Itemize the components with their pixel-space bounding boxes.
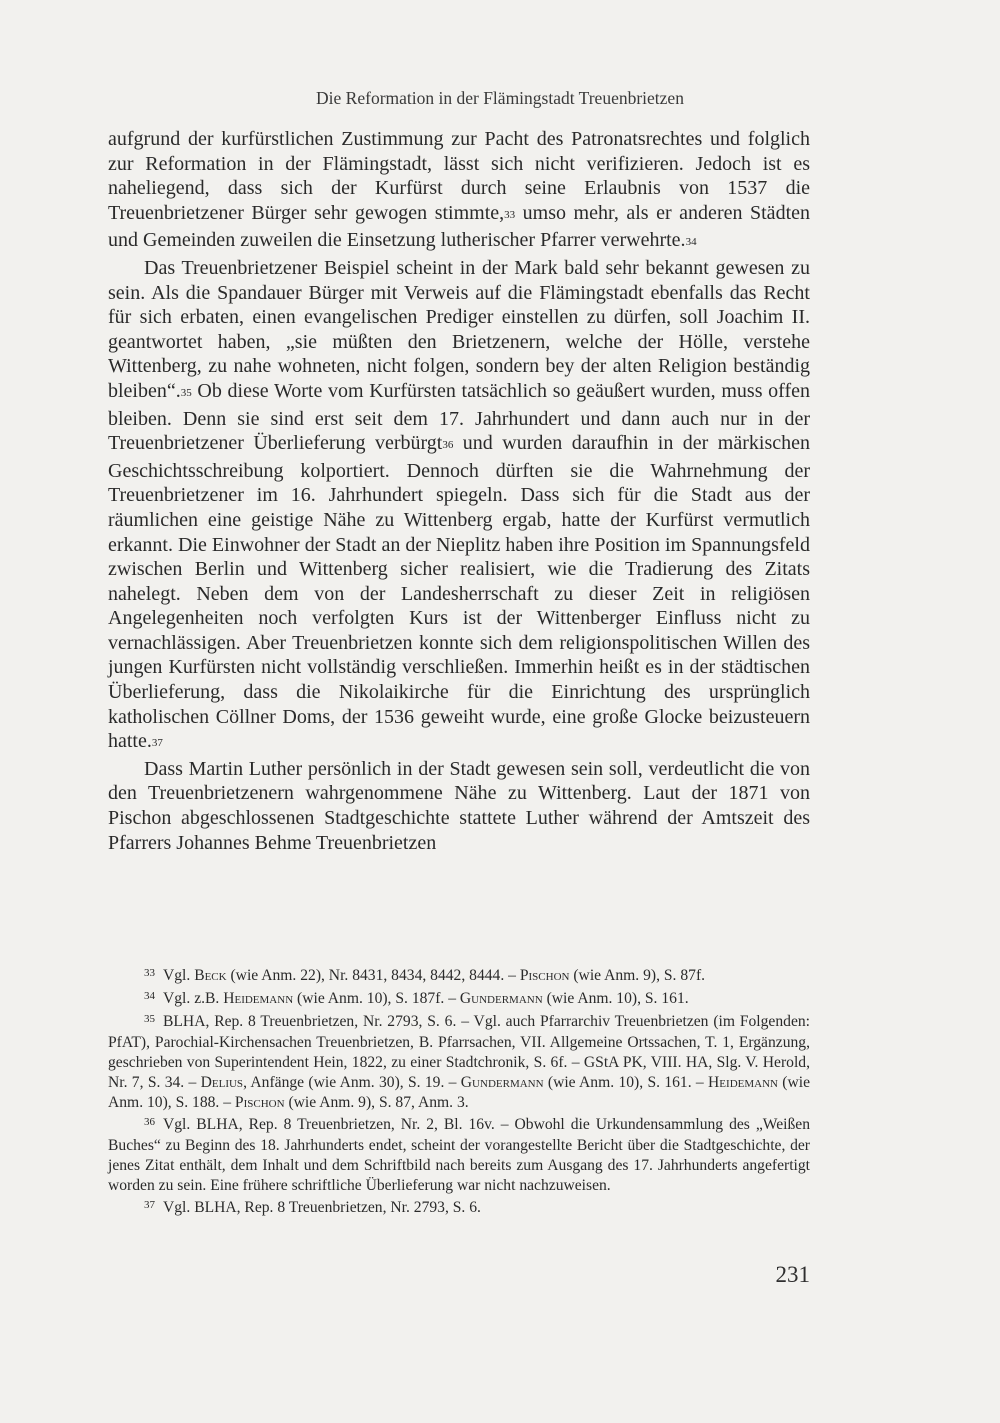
author-name: Heidemann bbox=[223, 990, 294, 1007]
author-name: Beck bbox=[194, 967, 227, 984]
footnote-text: BLHA, Rep. 8 Treuenbrietzen, Nr. 2793, S. 6. – Vgl. auch Pfarrarchiv Treuenbrietzen (im Folgenden: PfAT), Parochial-Kirchensachen Treuenbrietzen, B. Pfarrsachen, VII. Allgemeine Ortssachen, T. 1, Ergänzung, geschrieben von Superintendent Hein, 1822, zu einer Stadtchronik, S. 6f. – GStA PK, VIII. HA, Slg. V. Herold, Nr. 7, S. 34. – bbox=[108, 1013, 810, 1091]
author-name: Gundermann bbox=[460, 1074, 544, 1091]
paragraph-text: und wurden daraufhin in der märkischen Geschichtsschreibung kolportiert. Dennoch dürften sie die Wahrnehmung der Treuenbrietzener im 16. Jahrhundert spiegeln. Dass sich für die Stadt aus der räumlichen eine geistige Nähe zu Wittenberg ergab, hatte der Kurfürst vermutlich erkannt. Die Einwohner der Stadt an der Nieplitz haben ihre Position im Spannungsfeld zwischen Berlin und Wittenberg sicher realisiert, wie die Tradierung des Zitats nahelegt. Neben dem von der Landesherrschaft zu dieser Zeit in religiösen Angelegenheiten noch verfolgten Kurs ist der Wittenberger Einfluss nicht zu vernachlässigen. Aber Treuenbrietzen konnte sich dem religionspolitischen Willen des jungen Kurfürsten nicht vollständig verschließen. Immerhin heißt es in der städtischen Überlieferung, dass die Nikolaikirche für die Einrichtung des ursprünglich katholischen Cöllner Doms, der 1536 geweiht wurde, eine große Glocke beizusteuern hatte. bbox=[108, 432, 810, 753]
footnote-text: , Anfänge (wie Anm. 30), S. 19. – bbox=[243, 1074, 461, 1091]
author-name: Gundermann bbox=[459, 990, 543, 1007]
footnote-text: (wie Anm. 9), S. 87f. bbox=[569, 967, 706, 984]
footnote-36 bbox=[108, 1115, 810, 1196]
paragraph-1 bbox=[108, 127, 810, 256]
author-name: Pischon bbox=[234, 1094, 285, 1111]
paragraph-3 bbox=[108, 757, 810, 855]
footnote-ref-34[interactable]: 34 bbox=[685, 236, 697, 249]
footnote-text: (wie Anm. 10), S. 161. – bbox=[543, 1074, 709, 1091]
footnote-text: (wie Anm. 22), Nr. 8431, 8434, 8442, 8444. – bbox=[226, 967, 520, 984]
footnote-ref-35[interactable]: 35 bbox=[180, 386, 192, 399]
main-text bbox=[108, 127, 810, 855]
paragraph-text: umso mehr, als er anderen Städten und Gemeinden zuweilen die Einsetzung lutherischer Pfarrer verwehrte. bbox=[108, 201, 810, 252]
paragraph-2 bbox=[108, 256, 810, 757]
footnote-text: (wie Anm. 10), S. 188. – bbox=[108, 1074, 810, 1111]
footnotes bbox=[108, 966, 810, 1221]
running-head: Die Reformation in der Flämingstadt Treuenbrietzen bbox=[316, 88, 684, 108]
footnote-text: (wie Anm. 10), S. 161. bbox=[542, 990, 689, 1007]
footnote-ref-36[interactable]: 36 bbox=[442, 439, 454, 452]
paragraph-text: Ob diese Worte vom Kurfürsten tatsächlich so geäußert wurden, muss offen bleiben. Denn sie sind erst seit dem 17. Jahrhundert und dann auch nur in der Treuenbrietzener Überlieferung verbürgt bbox=[108, 379, 810, 455]
paragraph-text: Das Treuenbrietzener Beispiel scheint in der Mark bald sehr bekannt gewesen zu sein. Als die Spandauer Bürger mit Verweis auf die Flämingstadt ebenfalls das Recht für sich erbaten, einen evangelischen Prediger einstellen zu dürfen, soll Joachim II. geantwortet haben, „sie müßten den Brietzenern, welche der Hölle, verstehe Wittenberg, zu nahe wohneten, nicht folgen, sondern bey der alten Religion beständig bleiben“. bbox=[108, 256, 810, 402]
author-name: Pischon bbox=[519, 967, 570, 984]
footnote-text: Vgl. z.B. bbox=[163, 990, 224, 1007]
footnote-number: 34 bbox=[144, 990, 155, 1002]
footnote-33 bbox=[108, 966, 810, 987]
footnote-35 bbox=[108, 1012, 810, 1113]
footnote-text: Vgl. bbox=[163, 967, 195, 984]
footnote-number: 37 bbox=[144, 1199, 155, 1211]
footnote-34 bbox=[108, 989, 810, 1010]
footnote-ref-33[interactable]: 33 bbox=[504, 208, 516, 221]
footnote-text: Vgl. BLHA, Rep. 8 Treuenbrietzen, Nr. 2793, S. 6. bbox=[163, 1199, 481, 1216]
footnote-ref-37[interactable]: 37 bbox=[151, 737, 163, 750]
page-number: 231 bbox=[775, 1262, 810, 1287]
author-name: Delius bbox=[200, 1074, 244, 1091]
footnote-number: 33 bbox=[144, 967, 155, 979]
footnote-text: (wie Anm. 10), S. 187f. – bbox=[293, 990, 460, 1007]
footnote-37 bbox=[108, 1198, 810, 1219]
footnote-number: 36 bbox=[144, 1116, 155, 1128]
footnote-number: 35 bbox=[144, 1013, 155, 1025]
author-name: Heidemann bbox=[708, 1074, 778, 1091]
paragraph-text: aufgrund der kurfürstlichen Zustimmung zur Pacht des Patronatsrechtes und folglich zur Reformation in der Flämingstadt, lässt sich nicht verifizieren. Jedoch ist es naheliegend, dass sich der Kurfürst durch seine Erlaubnis von 1537 die Treuenbrietzener Bürger sehr gewogen stimmte, bbox=[108, 128, 810, 224]
footnote-text: (wie Anm. 9), S. 87, Anm. 3. bbox=[284, 1094, 469, 1111]
paragraph-text: Dass Martin Luther persönlich in der Stadt gewesen sein soll, verdeutlicht die von den Treuenbrietzenern wahrgenommene Nähe zu Wittenberg. Laut der 1871 von Pischon abgeschlossenen Stadtgeschichte stattete Luther während der Amtszeit des Pfarrers Johannes Behme Treuenbrietzen bbox=[108, 757, 810, 854]
footnote-text: Vgl. BLHA, Rep. 8 Treuenbrietzen, Nr. 2, Bl. 16v. – Obwohl die Urkundensammlung des „Weißen Buches“ zu Beginn des 18. Jahrhunderts endet, scheint der vorangestellte Bericht über die Stadtgeschichte, der jenes Zitat enthält, dem Inhalt und dem Schriftbild nach bereits zum Ausgang des 17. Jahrhunderts angefertigt worden zu sein. Eine frühere schriftliche Überlieferung war nicht nachzuweisen. bbox=[108, 1116, 810, 1194]
